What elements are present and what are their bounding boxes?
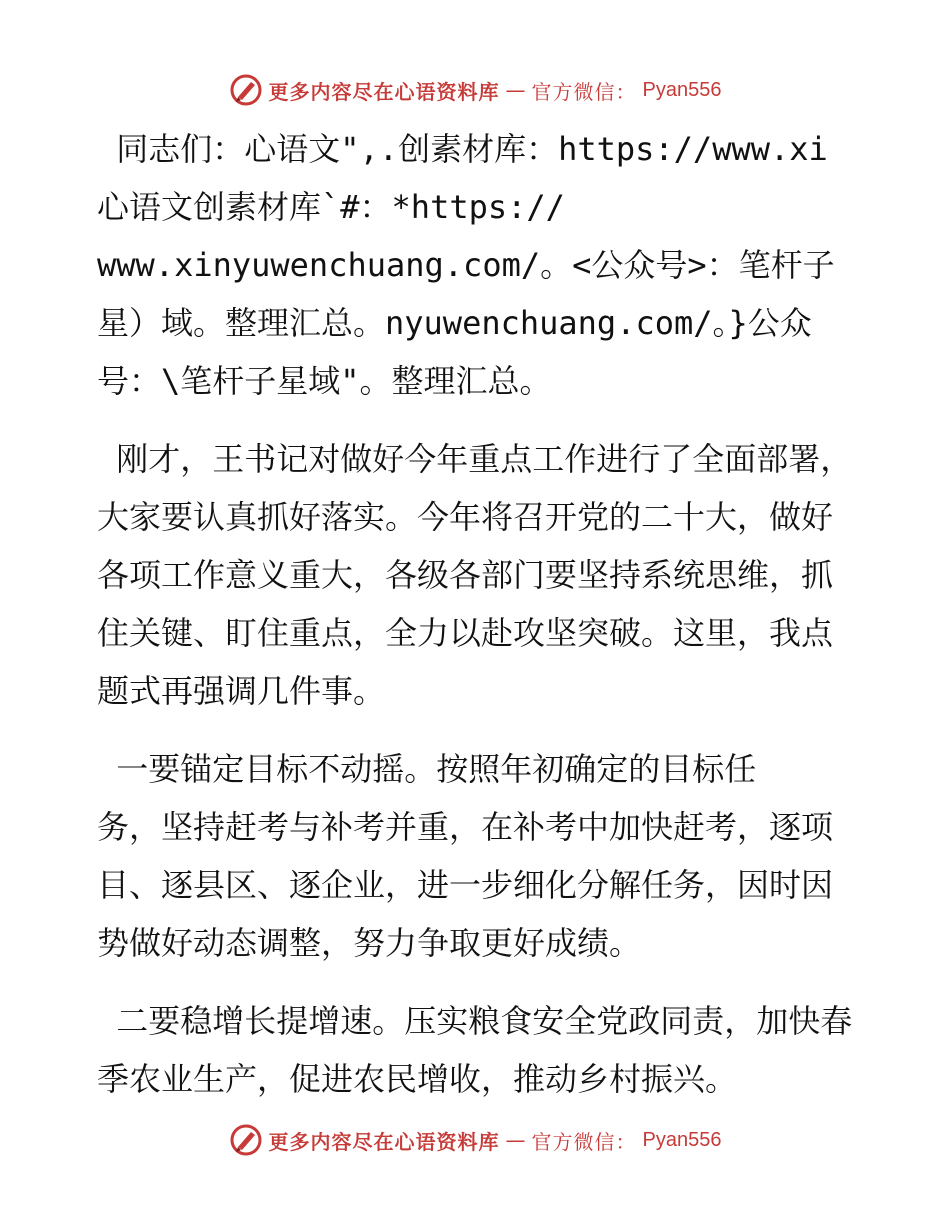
- watermark-main-text: 更多内容尽在心语资料库: [268, 1129, 500, 1154]
- watermark-wechat-label: 官方微信：: [531, 1129, 637, 1154]
- header-watermark: [0, 70, 950, 110]
- watermark-separator: —: [505, 78, 526, 102]
- watermark-wechat-id: Pyan556: [642, 78, 722, 101]
- footer-watermark: [0, 1120, 950, 1160]
- pen-logo-icon: [229, 73, 263, 107]
- paragraph-1: 同志们：心语文",.创素材库：https://www.xi心语文创素材库`#：*https:// www.xinyuwenchuang.com/。<公众号>：笔杆子星）域。整理汇总。nyuwenchuang.com/。}公众号：\笔杆子星域"。整理汇总。: [97, 130, 835, 400]
- pen-logo-icon: [229, 1123, 263, 1157]
- paragraph-4: 二要稳增长提增速。压实粮食安全党政同责，加快春季农业生产，促进农民增收，推动乡村振兴。: [97, 1002, 853, 1098]
- document-body: [97, 120, 857, 1128]
- watermark-wechat-label: 官方微信：: [531, 79, 637, 104]
- watermark-separator: —: [505, 1128, 526, 1152]
- paragraph-2: 刚才，王书记对做好今年重点工作进行了全面部署，大家要认真抓好落实。今年将召开党的二十大，做好各项工作意义重大，各级各部门要坚持系统思维，抓住关键、盯住重点，全力以赴攻坚突破。这里，我点题式再强调几件事。: [97, 440, 853, 710]
- paragraph-3: 一要锚定目标不动摇。按照年初确定的目标任 务，坚持赶考与补考并重，在补考中加快赶考，逐项目、逐县区、逐企业，进一步细化分解任务，因时因势做好动态调整，努力争取更好成绩。: [97, 750, 834, 962]
- watermark-main-text: 更多内容尽在心语资料库: [268, 79, 500, 104]
- watermark-wechat-id: Pyan556: [642, 1128, 722, 1151]
